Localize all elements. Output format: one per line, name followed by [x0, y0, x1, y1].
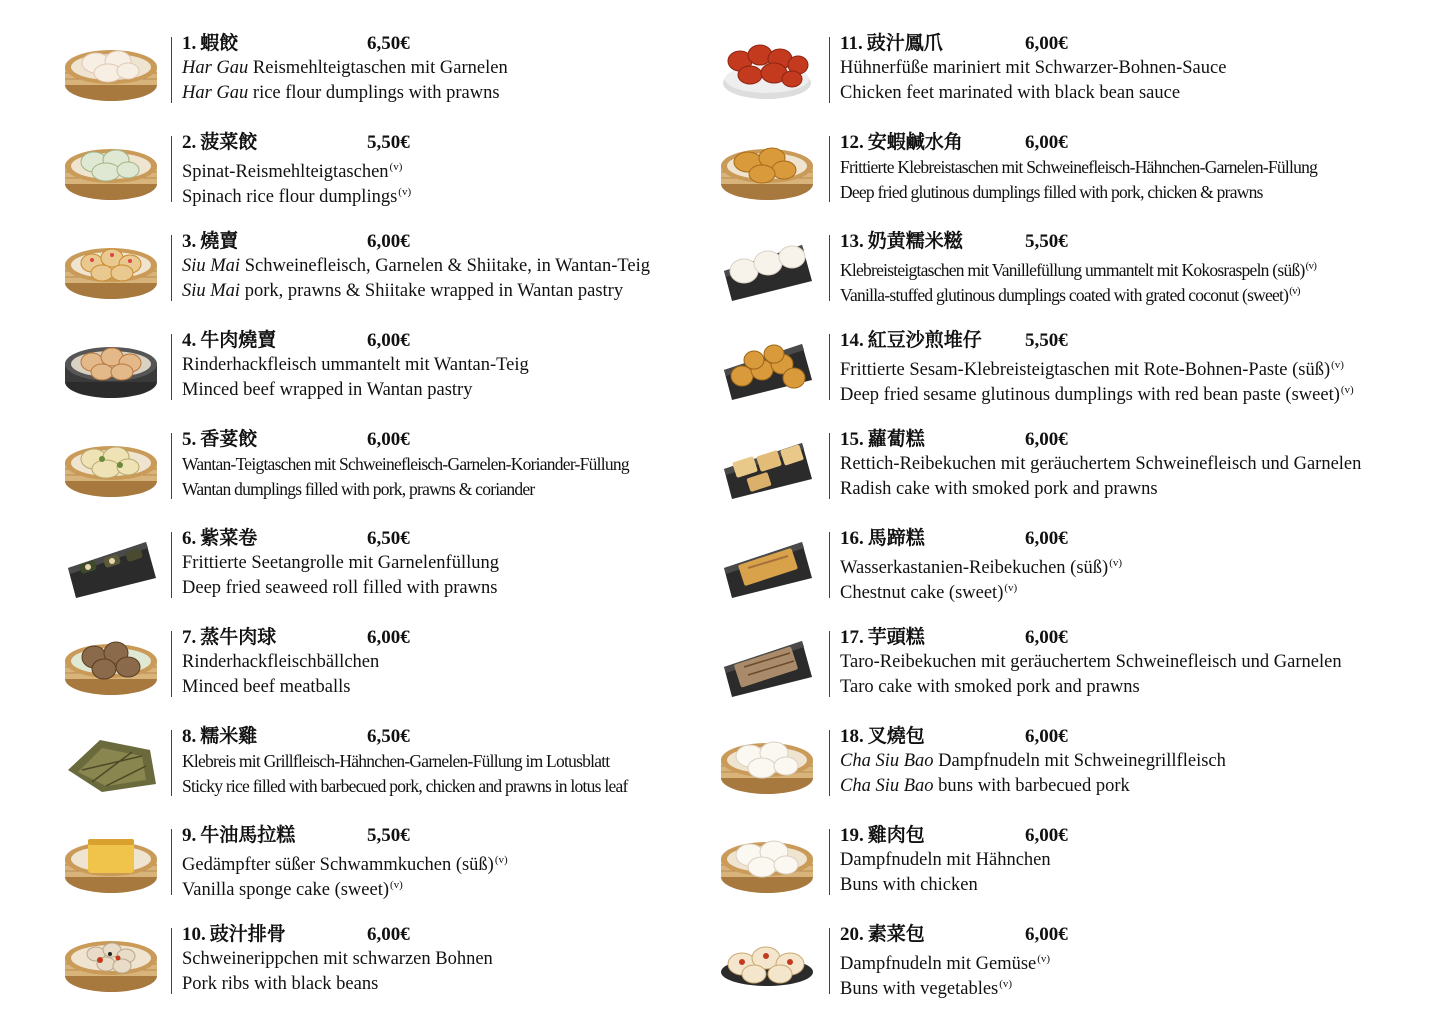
item-price: 5,50€: [1025, 231, 1068, 252]
description-english-italic-name: Cha Siu Bao: [840, 775, 934, 796]
item-heading: [840, 625, 1342, 650]
description-german-text: Rinderhackfleisch ummantelt mit Wantan-Teig: [182, 355, 529, 375]
item-number: 9.: [182, 825, 197, 846]
item-divider: [171, 631, 172, 697]
taro-cake-photo: [718, 627, 816, 697]
item-divider: [171, 433, 172, 499]
description-english: [840, 279, 1316, 304]
fried-glutinous-dumplings-photo: [718, 132, 816, 202]
item-text: [182, 724, 628, 798]
item-chinese-name: 安蝦鹹水角: [867, 131, 963, 153]
item-text: [840, 130, 1317, 204]
description-german-italic-name: Cha Siu Bao: [840, 751, 934, 771]
description-german-text: Frittierte Seetangrolle mit Garnelenfüllung: [182, 553, 499, 573]
chicken-buns-steamer-photo: [718, 825, 816, 895]
description-english-text: rice flour dumplings with prawns: [252, 82, 500, 103]
item-number: 2.: [182, 132, 197, 153]
vegetarian-mark: (v): [398, 185, 412, 198]
item-price: 6,00€: [367, 429, 410, 450]
item-price: 6,00€: [367, 231, 410, 252]
item-heading: [182, 130, 411, 155]
description-english-text: Chestnut cake (sweet): [840, 582, 1004, 603]
description-english-text: Wantan dumplings filled with pork, prawns & coriander: [182, 478, 535, 499]
description-german-text: Rettich-Reibekuchen mit geräuchertem Schweinefleisch und Garnelen: [840, 454, 1362, 474]
har-gau-steamer-photo: [62, 33, 160, 103]
description-english: [182, 81, 508, 106]
item-text: [182, 130, 412, 207]
beef-siu-mai-steamer-photo: [62, 330, 160, 400]
description-german: [840, 353, 1354, 378]
spinach-dumplings-steamer-photo: [62, 132, 160, 202]
sponge-cake-steamer-photo: [62, 825, 160, 895]
menu-item: [718, 328, 1430, 403]
description-german-text: Spinat-Reismehlteigtaschen: [182, 162, 389, 182]
item-number: 6.: [182, 528, 197, 549]
description-english: [182, 972, 493, 997]
item-heading: [182, 229, 650, 254]
description-german: [182, 254, 650, 279]
item-heading: [182, 328, 529, 353]
item-number: 7.: [182, 627, 197, 648]
menu-item: [718, 229, 1430, 304]
item-text: [182, 328, 529, 402]
item-price: 6,50€: [367, 33, 410, 54]
item-number: 20.: [840, 924, 864, 945]
menu-item: [718, 625, 1430, 700]
description-german-text: Schweinerippchen mit schwarzen Bohnen: [182, 949, 493, 969]
vegetarian-mark: (v): [999, 977, 1013, 990]
item-number: 14.: [840, 330, 864, 351]
item-divider: [829, 136, 830, 202]
item-text: [840, 922, 1068, 999]
vegetarian-mark: (v): [1037, 953, 1051, 965]
description-german-text: Wasserkastanien-Reibekuchen (süß): [840, 558, 1109, 578]
item-price: 6,00€: [367, 627, 410, 648]
description-english: [182, 774, 628, 799]
item-chinese-name: 奶黄糯米糍: [867, 230, 963, 252]
item-price: 5,50€: [367, 825, 410, 846]
menu-item: [718, 427, 1430, 502]
menu-item: [718, 130, 1430, 205]
description-german-text: Frittierte Klebreistaschen mit Schweinefleisch-Hähnchen-Garnelen-Füllung: [840, 157, 1318, 177]
description-english-text: Taro cake with smoked pork and prawns: [840, 676, 1140, 697]
item-price: 6,50€: [367, 726, 410, 747]
vegetarian-mark: (v): [1340, 383, 1354, 396]
item-price: 6,00€: [1025, 627, 1068, 648]
item-divider: [829, 532, 830, 598]
description-german-italic-name: Siu Mai: [182, 256, 241, 276]
item-divider: [171, 730, 172, 796]
item-heading: [840, 526, 1122, 551]
coriander-dumplings-steamer-photo: [62, 429, 160, 499]
item-price: 6,00€: [1025, 528, 1068, 549]
menu-item: [718, 31, 1430, 106]
pork-ribs-steamer-photo: [62, 924, 160, 994]
item-chinese-name: 紅豆沙煎堆仔: [867, 329, 982, 351]
description-german: [182, 155, 411, 180]
item-chinese-name: 蒸牛肉球: [200, 626, 277, 648]
item-chinese-name: 叉燒包: [867, 725, 925, 747]
item-divider: [829, 829, 830, 895]
description-english: [840, 81, 1226, 106]
item-text: [182, 229, 650, 303]
item-heading: [840, 427, 1361, 452]
description-english: [182, 279, 650, 304]
description-german: [840, 551, 1122, 576]
item-text: [840, 526, 1123, 603]
description-english-text: buns with barbecued pork: [938, 775, 1130, 796]
vegetarian-mark: (v): [1305, 260, 1317, 272]
description-german-text: Dampfnudeln mit Schweinegrillfleisch: [938, 751, 1226, 771]
item-number: 16.: [840, 528, 864, 549]
description-german: [182, 56, 508, 81]
description-german-text: Reismehlteigtaschen mit Garnelen: [252, 58, 508, 78]
item-number: 12.: [840, 132, 864, 153]
item-chinese-name: 燒賣: [200, 230, 239, 252]
description-english-text: Buns with chicken: [840, 874, 978, 895]
seaweed-roll-plate-photo: [62, 528, 160, 598]
description-german-text: Klebreisteigtaschen mit Vanillefüllung ummantelt mit Kokosraspeln (süß): [840, 260, 1305, 280]
coconut-balls-photo: [718, 231, 816, 301]
description-german-text: Frittierte Sesam-Klebreisteigtaschen mit Rote-Bohnen-Paste (süß): [840, 360, 1331, 380]
item-price: 6,00€: [367, 924, 410, 945]
description-english: [840, 972, 1050, 997]
description-german: [840, 254, 1316, 279]
item-number: 19.: [840, 825, 864, 846]
description-german: [182, 947, 493, 972]
item-heading: [182, 625, 410, 650]
item-text: [182, 823, 508, 900]
description-english: [840, 576, 1122, 601]
item-divider: [829, 235, 830, 301]
item-divider: [171, 829, 172, 895]
description-german-text: Hühnerfüße mariniert mit Schwarzer-Bohnen-Sauce: [840, 58, 1227, 78]
description-german-text: Klebreis mit Grillfleisch-Hähnchen-Garnelen-Füllung im Lotusblatt: [182, 751, 610, 771]
item-number: 13.: [840, 231, 864, 252]
description-english-text: Minced beef meatballs: [182, 676, 351, 697]
description-english-text: Deep fried sesame glutinous dumplings with red bean paste (sweet): [840, 384, 1340, 405]
item-heading: [840, 922, 1068, 947]
item-text: [840, 625, 1342, 699]
item-price: 6,00€: [1025, 924, 1068, 945]
description-english-text: Buns with vegetables: [840, 978, 999, 999]
vegetarian-mark: (v): [1289, 284, 1300, 297]
item-divider: [829, 433, 830, 499]
item-chinese-name: 馬蹄糕: [867, 527, 925, 549]
item-text: [840, 31, 1226, 105]
item-price: 5,50€: [367, 132, 410, 153]
item-divider: [171, 532, 172, 598]
description-german: [182, 551, 499, 576]
description-german-text: Schweinefleisch, Garnelen & Shiitake, in Wantan-Teig: [244, 256, 650, 276]
description-german-italic-name: Har Gau: [182, 58, 249, 78]
description-english-italic-name: Har Gau: [182, 82, 249, 103]
description-german-text: Taro-Reibekuchen mit geräuchertem Schweinefleisch und Garnelen: [840, 652, 1342, 672]
item-chinese-name: 蝦餃: [200, 32, 239, 54]
description-english-text: Vanilla sponge cake (sweet): [182, 879, 390, 900]
vegetarian-mark: (v): [389, 161, 403, 173]
item-price: 6,00€: [367, 330, 410, 351]
item-price: 5,50€: [1025, 330, 1068, 351]
item-divider: [171, 334, 172, 400]
item-price: 6,00€: [1025, 825, 1068, 846]
item-chinese-name: 芋頭糕: [867, 626, 925, 648]
item-number: 10.: [182, 924, 206, 945]
item-number: 17.: [840, 627, 864, 648]
description-english: [182, 675, 379, 700]
vegetarian-mark: (v): [1109, 557, 1123, 569]
description-german-text: Dampfnudeln mit Hähnchen: [840, 850, 1051, 870]
description-english: [840, 180, 1317, 205]
item-number: 18.: [840, 726, 864, 747]
description-english-text: pork, prawns & Shiitake wrapped in Wantan pastry: [244, 280, 624, 301]
description-english: [182, 378, 529, 403]
description-english: [840, 873, 1051, 898]
radish-cake-photo: [718, 429, 816, 499]
description-english-italic-name: Siu Mai: [182, 280, 241, 301]
item-text: [182, 427, 629, 501]
description-english: [840, 675, 1342, 700]
item-price: 6,50€: [367, 528, 410, 549]
item-divider: [829, 334, 830, 400]
item-number: 15.: [840, 429, 864, 450]
menu-item: [718, 526, 1430, 601]
chestnut-cake-photo: [718, 528, 816, 598]
item-number: 11.: [840, 33, 863, 54]
description-german: [182, 650, 379, 675]
item-chinese-name: 豉汁排骨: [209, 923, 286, 945]
item-text: [182, 526, 499, 600]
item-text: [840, 427, 1361, 501]
item-heading: [840, 130, 1317, 155]
item-price: 6,00€: [1025, 33, 1068, 54]
description-german-text: Dampfnudeln mit Gemüse: [840, 954, 1037, 974]
menu-item: [718, 724, 1430, 799]
menu-item: [718, 922, 1430, 997]
description-english: [182, 873, 508, 898]
description-english-text: Sticky rice filled with barbecued pork, chicken and prawns in lotus leaf: [182, 775, 628, 796]
item-divider: [171, 37, 172, 103]
item-text: [840, 328, 1354, 405]
description-german: [182, 452, 629, 477]
item-divider: [171, 136, 172, 202]
vegetarian-mark: (v): [1004, 581, 1018, 594]
beef-meatballs-steamer-photo: [62, 627, 160, 697]
item-chinese-name: 豉汁鳳爪: [866, 32, 943, 54]
item-divider: [829, 631, 830, 697]
item-text: [840, 229, 1316, 303]
sesame-balls-photo: [718, 330, 816, 400]
description-german: [840, 749, 1226, 774]
item-number: 1.: [182, 33, 197, 54]
item-chinese-name: 香荽餃: [200, 428, 258, 450]
description-german: [840, 56, 1226, 81]
item-heading: [840, 229, 1316, 254]
item-price: 6,00€: [1025, 429, 1068, 450]
item-heading: [182, 724, 628, 749]
description-english-text: Minced beef wrapped in Wantan pastry: [182, 379, 473, 400]
item-number: 4.: [182, 330, 197, 351]
description-english: [840, 774, 1226, 799]
description-english-text: Pork ribs with black beans: [182, 973, 379, 994]
item-chinese-name: 蘿蔔糕: [867, 428, 925, 450]
item-divider: [171, 235, 172, 301]
description-german-text: Gedämpfter süßer Schwammkuchen (süß): [182, 855, 494, 875]
description-german: [840, 155, 1317, 180]
item-heading: [840, 724, 1226, 749]
item-text: [840, 724, 1226, 798]
chicken-feet-photo: [718, 33, 816, 103]
item-number: 5.: [182, 429, 197, 450]
item-number: 3.: [182, 231, 197, 252]
item-heading: [182, 823, 508, 848]
item-chinese-name: 牛油馬拉糕: [200, 824, 296, 846]
description-german: [840, 947, 1050, 972]
cha-siu-bao-steamer-photo: [718, 726, 816, 796]
description-german: [182, 353, 529, 378]
description-english: [840, 378, 1354, 403]
item-chinese-name: 素菜包: [867, 923, 925, 945]
item-heading: [840, 328, 1354, 353]
description-german: [840, 452, 1361, 477]
vegetarian-mark: (v): [390, 878, 403, 891]
vegetarian-mark: (v): [1331, 359, 1344, 371]
item-heading: [182, 427, 629, 452]
description-english: [840, 477, 1361, 502]
description-english: [182, 180, 411, 205]
description-english-text: Vanilla-stuffed glutinous dumplings coated with grated coconut (sweet): [840, 284, 1289, 305]
item-divider: [171, 928, 172, 994]
description-german-text: Rinderhackfleischbällchen: [182, 652, 380, 672]
item-divider: [829, 37, 830, 103]
item-price: 6,00€: [1025, 132, 1068, 153]
menu-item: [718, 823, 1430, 898]
item-text: [840, 823, 1068, 897]
item-divider: [829, 730, 830, 796]
item-chinese-name: 菠菜餃: [200, 131, 258, 153]
description-german: [840, 650, 1342, 675]
description-german-text: Wantan-Teigtaschen mit Schweinefleisch-Garnelen-Koriander-Füllung: [182, 454, 629, 474]
item-heading: [182, 526, 499, 551]
description-english-text: Deep fried seaweed roll filled with prawns: [182, 577, 498, 598]
description-german: [182, 848, 508, 873]
item-text: [182, 31, 508, 105]
description-english: [182, 576, 499, 601]
item-number: 8.: [182, 726, 197, 747]
item-heading: [182, 31, 508, 56]
lotus-leaf-rice-photo: [62, 726, 160, 796]
item-text: [182, 625, 410, 699]
item-heading: [840, 823, 1068, 848]
description-german: [182, 749, 628, 774]
item-divider: [829, 928, 830, 994]
description-english-text: Chicken feet marinated with black bean sauce: [840, 82, 1181, 103]
description-english-text: Deep fried glutinous dumplings filled with pork, chicken & prawns: [840, 181, 1263, 202]
item-chinese-name: 牛肉燒賣: [200, 329, 277, 351]
description-english-text: Radish cake with smoked pork and prawns: [840, 478, 1158, 499]
description-english-text: Spinach rice flour dumplings: [182, 186, 398, 207]
item-chinese-name: 紫菜卷: [200, 527, 258, 549]
item-text: [182, 922, 493, 996]
item-price: 6,00€: [1025, 726, 1068, 747]
vegetarian-mark: (v): [494, 854, 508, 866]
item-chinese-name: 糯米雞: [200, 725, 258, 747]
item-heading: [840, 31, 1226, 56]
siu-mai-steamer-photo: [62, 231, 160, 301]
vegetable-buns-photo: [718, 924, 816, 994]
description-english: [182, 477, 629, 502]
item-chinese-name: 雞肉包: [867, 824, 925, 846]
description-german: [840, 848, 1051, 873]
item-heading: [182, 922, 493, 947]
